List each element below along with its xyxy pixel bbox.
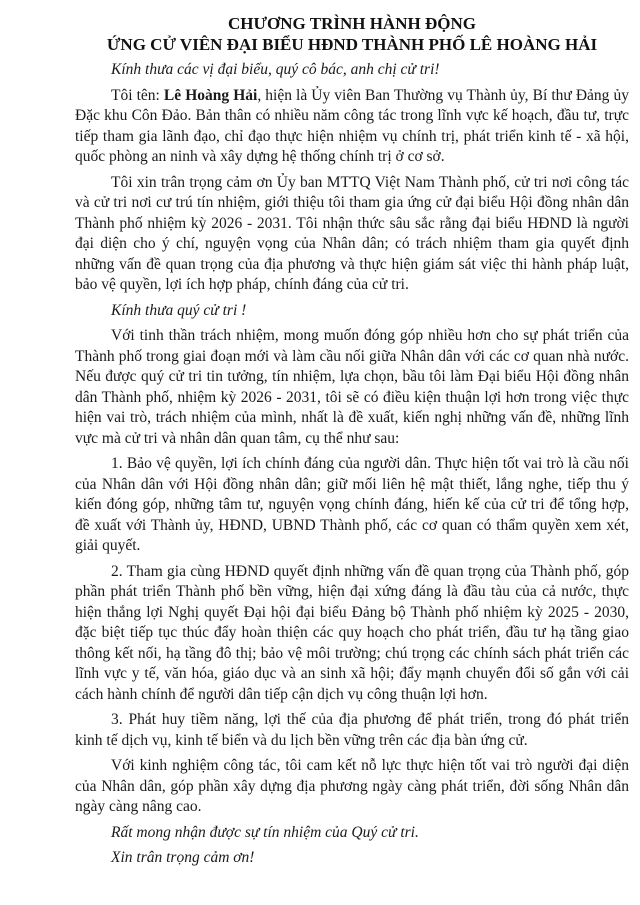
intro-prefix: Tôi tên: — [111, 86, 164, 104]
document-title-line2: ỨNG CỬ VIÊN ĐẠI BIỂU HĐND THÀNH PHỐ LÊ HOÀNG HẢI — [106, 35, 598, 54]
document-title-line1: CHƯƠNG TRÌNH HÀNH ĐỘNG — [228, 14, 476, 33]
paragraph-introduction — [75, 86, 629, 168]
action-item-2: 2. Tham gia cùng HĐND quyết định những vấn đề quan trọng của Thành phố, góp phần phát triển Thành phố bền vững, hiện đại xứng đáng là đầu tàu của cả nước, thực hiện thắng lợi Nghị quyết Đại hội đại biểu Đảng bộ Thành phố nhiệm kỳ 2025 - 2030, đặc biệt tiếp tục thúc đẩy hoàn thiện các quy hoạch cho phát triển, đầu tư hạ tầng giao thông kết nối, hạ tầng đô thị; bảo vệ môi trường; chú trọng các chính sách phát triển các lĩnh vực y tế, văn hóa, giáo dục và an sinh xã hội; đẩy mạnh chuyển đổi số gắn với cải cách hành chính để người dân tiếp cận dịch vụ công thuận lợi hơn. — [75, 562, 629, 703]
closing-trust-request: Rất mong nhận được sự tín nhiệm của Quý cử tri. — [111, 823, 419, 841]
salutation-voters: Kính thưa quý cử tri ! — [111, 301, 247, 319]
intro-rest: , hiện là Ủy viên Ban Thường vụ Thành ủy, Bí thư Đảng ủy Đặc khu Côn Đảo. Bản thân có nhiều năm công tác trong lĩnh vực kế hoạch, đầu tư, trực tiếp tham gia lãnh đạo, chỉ đạo thực hiện nhiệm vụ chính trị, phát triển kinh tế - xã hội, quốc phòng an ninh và xây dựng hệ thống chính trị ở cơ sở. — [75, 86, 629, 165]
paragraph-commitment-intro: Với tinh thần trách nhiệm, mong muốn đóng góp nhiều hơn cho sự phát triển của Thành phố trong giai đoạn mới và làm cầu nối giữa Nhân dân với các cơ quan nhà nước. Nếu được quý cử tri tin tưởng, tín nhiệm, lựa chọn, bầu tôi làm Đại biểu Hội đồng nhân dân Thành phố, nhiệm kỳ 2026 - 2031, tôi sẽ có điều kiện thuận lợi hơn trong việc thực hiện vai trò, trách nhiệm của mình, nhất là đề xuất, kiến nghị những vấn đề, những lĩnh vực mà cử tri và nhân dân quan tâm, cụ thể như sau: — [75, 327, 629, 447]
salutation-opening: Kính thưa các vị đại biểu, quý cô bác, anh chị cử tri! — [111, 61, 440, 78]
candidate-name: Lê Hoàng Hải — [163, 86, 258, 104]
closing-thanks: Xin trân trọng cảm ơn! — [111, 849, 255, 866]
action-item-3: 3. Phát huy tiềm năng, lợi thế của địa phương để phát triển, trong đó phát triển kinh tế dịch vụ, kinh tế biển và du lịch bền vững trên các địa bàn ứng cử. — [75, 711, 629, 749]
paragraph-gratitude: Tôi xin trân trọng cảm ơn Ủy ban MTTQ Việt Nam Thành phố, cử tri nơi công tác và cử tri nơi cư trú tín nhiệm, giới thiệu tôi tham gia ứng cử đại biểu Hội đồng nhân dân Thành phố nhiệm kỳ 2026 - 2031. Tôi nhận thức sâu sắc rằng đại biểu HĐND là người đại diện cho ý chí, nguyện vọng của Nhân dân; có trách nhiệm tham gia quyết định những vấn đề quan trọng của địa phương và thực hiện giám sát việc thi hành pháp luật, bảo vệ quyền, lợi ích hợp pháp, chính đáng của cử tri. — [75, 173, 629, 293]
paragraph-experience-commitment: Với kinh nghiệm công tác, tôi cam kết nỗ lực thực hiện tốt vai trò người đại diện của Nhân dân, góp phần xây dựng địa phương ngày càng phát triển, đời sống Nhân dân ngày càng nâng cao. — [75, 757, 629, 815]
action-item-1: 1. Bảo vệ quyền, lợi ích chính đáng của người dân. Thực hiện tốt vai trò là cầu nối của Nhân dân với Hội đồng nhân dân; giữ mối liên hệ mật thiết, lắng nghe, tiếp thu ý kiến đóng góp, những tâm tư, nguyện vọng chính đáng, hiến kế của cử tri để tổng hợp, đề xuất với Thành ủy, HĐND, UBND Thành phố, các cơ quan có thẩm quyền xem xét, giải quyết. — [75, 455, 629, 554]
